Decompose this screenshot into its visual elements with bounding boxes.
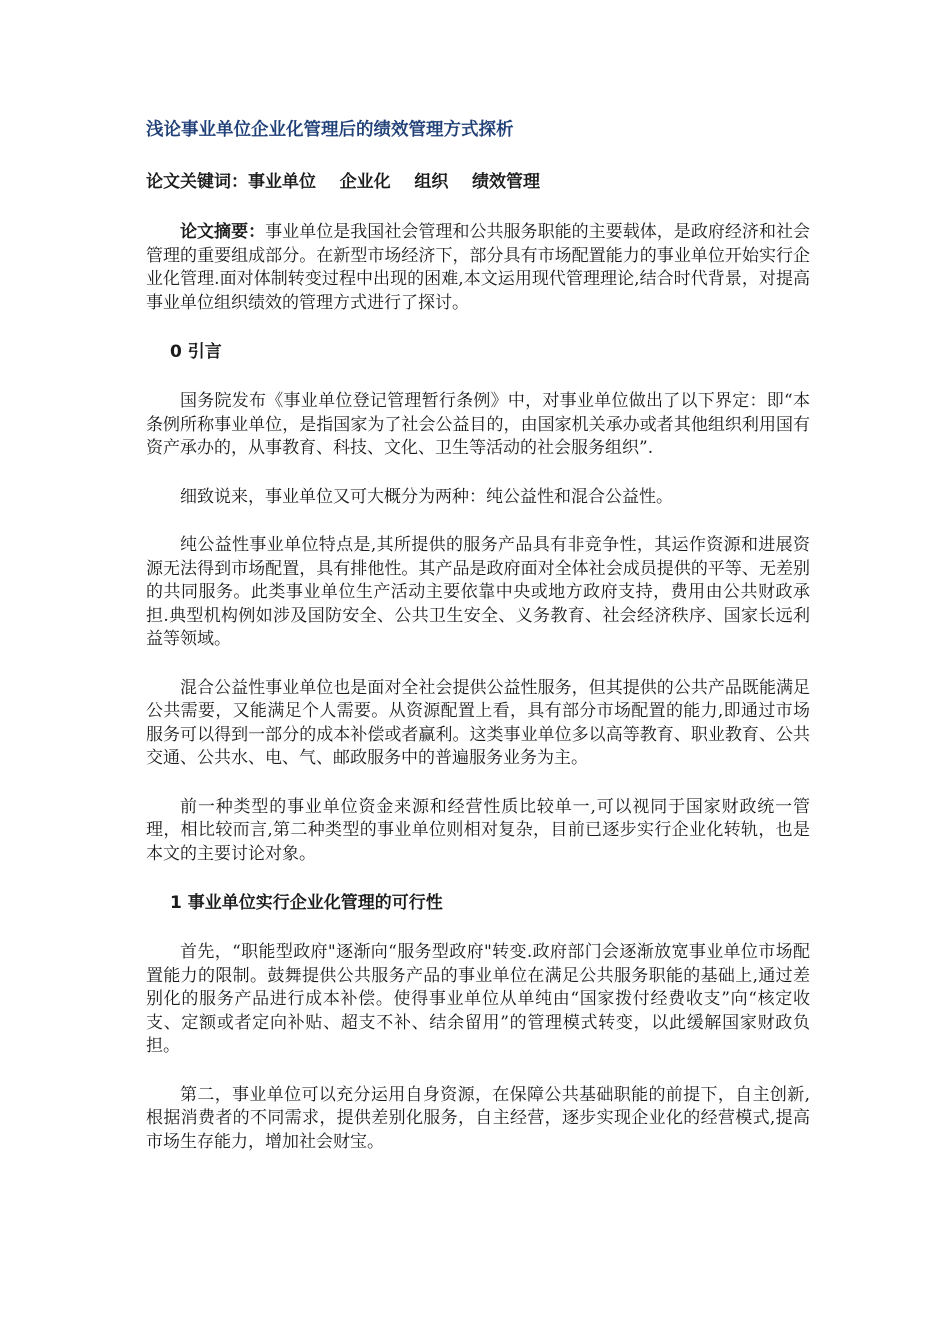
document-page: [146, 118, 810, 1179]
body-paragraph-7: 第二，事业单位可以充分运用自身资源，在保障公共基础职能的前提下，自主创新,根据消费者的不同需求，提供差别化服务，自主经营，逐步实现企业化的经营模式,提高市场生存能力，增加社会财宝。: [146, 1084, 810, 1152]
body-paragraph-4: 混合公益性事业单位也是面对全社会提供公益性服务，但其提供的公共产品既能满足公共需要，又能满足个人需要。从资源配置上看，具有部分市场配置的能力,即通过市场服务可以得到一部分的成本补偿或者赢利。这类事业单位多以高等教育、职业教育、公共交通、公共水、电、气、邮政服务中的普遍服务业务为主。: [146, 677, 810, 768]
section-heading-intro: 0 引言: [170, 342, 222, 362]
keywords-line: 论文关键词：事业单位 企业化 组织 绩效管理: [146, 172, 541, 192]
abstract-label: 论文摘要：: [180, 222, 266, 242]
body-paragraph-3: 纯公益性事业单位特点是,其所提供的服务产品具有非竞争性，其运作资源和进展资源无法得到市场配置，具有排他性。其产品是政府面对全体社会成员提供的平等、无差别的共同服务。此类事业单位生产活动主要依靠中央或地方政府支持，费用由公共财政承担.典型机构例如涉及国防安全、公共卫生安全、义务教育、社会经济秩序、国家长远利益等领域。: [146, 535, 810, 649]
document-title: 浅论事业单位企业化管理后的绩效管理方式探析: [146, 120, 514, 140]
body-paragraph-5: 前一种类型的事业单位资金来源和经营性质比较单一,可以视同于国家财政统一管理，相比较而言,第二种类型的事业单位则相对复杂，目前已逐步实行企业化转轨，也是本文的主要讨论对象。: [146, 796, 810, 864]
body-paragraph-6: 首先，“职能型政府"逐渐向“服务型政府"转变.政府部门会逐渐放宽事业单位市场配置能力的限制。鼓舞提供公共服务产品的事业单位在满足公共服务职能的基础上,通过差别化的服务产品进行成本补偿。使得事业单位从单纯由“国家拨付经费收支”向“核定收支、定额或者定向补贴、超支不补、结余留用”的管理模式转变，以此缓解国家财政负担。: [146, 942, 810, 1056]
body-paragraph-2: 细致说来，事业单位又可大概分为两种：纯公益性和混合公益性。: [180, 486, 673, 507]
section-heading-feasibility: 1 事业单位实行企业化管理的可行性: [170, 893, 443, 913]
abstract-paragraph: [146, 221, 810, 315]
abstract-text: 事业单位是我国社会管理和公共服务职能的主要载体，是政府经济和社会管理的重要组成部分。在新型市场经济下，部分具有市场配置能力的事业单位开始实行企业化管理.面对体制转变过程中出现的困难,本文运用现代管理理论,结合时代背景，对提高事业单位组织绩效的管理方式进行了探讨。: [146, 222, 811, 313]
body-paragraph-1: 国务院发布《事业单位登记管理暂行条例》中，对事业单位做出了以下界定：即“本条例所称事业单位，是指国家为了社会公益目的，由国家机关承办或者其他组织利用国有资产承办的，从事教育、科技、文化、卫生等活动的社会服务组织”.: [146, 391, 810, 458]
